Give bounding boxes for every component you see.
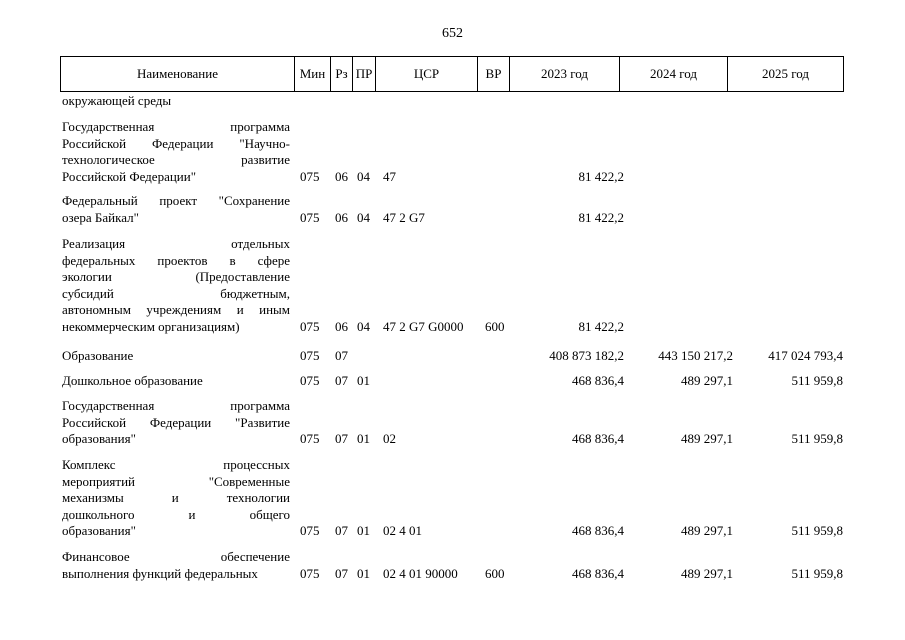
cell-min: 075: [300, 523, 320, 538]
cell-pr: 01: [357, 373, 370, 388]
cell-y2024: 443 150 217,2: [658, 348, 733, 363]
cell-min: 075: [300, 209, 320, 225]
cell-csr: 02: [383, 431, 396, 446]
cell-min: 075: [300, 348, 320, 363]
header-pr: ПР: [353, 57, 376, 92]
header-rz: Рз: [331, 57, 353, 92]
cell-csr: 47 2 G7: [383, 209, 425, 225]
cell-vr: 600: [485, 565, 505, 581]
header-2025: 2025 год: [728, 57, 844, 92]
cell-rz: 06: [335, 209, 348, 225]
row-name-line: Российской Федерации "Научно-: [62, 135, 290, 151]
table-row: [0, 373, 905, 390]
table-row: [0, 549, 905, 582]
cell-rz: 07: [335, 523, 348, 538]
header-2024: 2024 год: [620, 57, 728, 92]
cell-min: 075: [300, 168, 320, 184]
table-row: [0, 398, 905, 448]
header-name: Наименование: [61, 57, 295, 92]
row-name-line: механизмы и технологии: [62, 490, 290, 505]
row-name-line: Государственная программа: [62, 398, 290, 413]
cell-rz: 07: [335, 348, 348, 363]
cell-pr: 01: [357, 431, 370, 446]
cell-csr: 47: [383, 168, 396, 184]
cell-y2025: 511 959,8: [791, 523, 843, 538]
cell-pr: 04: [357, 209, 370, 225]
page-number: 652: [442, 26, 463, 41]
row-name: [62, 457, 290, 540]
row-name-line: Государственная программа: [62, 119, 290, 134]
row-name: [62, 193, 290, 226]
table-row: [0, 119, 905, 185]
cell-y2023: 468 836,4: [572, 523, 624, 538]
row-name-line: Комплекс процессных: [62, 457, 290, 472]
cell-pr: 04: [357, 168, 370, 184]
row-name-line: образования": [62, 523, 136, 538]
cell-y2024: 489 297,1: [681, 373, 733, 388]
row-name: [62, 93, 290, 110]
row-name-line: окружающей среды: [62, 93, 172, 108]
cell-y2024: 489 297,1: [681, 523, 733, 538]
row-name-line: федеральных проектов в сфере: [62, 252, 290, 268]
cell-rz: 07: [335, 431, 348, 446]
row-name-line: образования": [62, 431, 136, 446]
row-name-line: Российской Федерации": [62, 168, 197, 184]
header-min: Мин: [295, 57, 331, 92]
table-row: [0, 193, 905, 226]
row-name-line: Дошкольное образование: [62, 373, 203, 388]
cell-pr: 01: [357, 565, 370, 581]
row-name-line: некоммерческим организациям): [62, 318, 240, 334]
row-name-line: автономным учреждениям и иным: [62, 302, 290, 317]
cell-y2023: 468 836,4: [572, 565, 624, 581]
row-name-line: субсидий бюджетным,: [62, 285, 290, 301]
cell-y2023: 81 422,2: [578, 168, 624, 184]
row-name-line: дошкольного и общего: [62, 506, 290, 522]
table-row: [0, 236, 905, 335]
row-name: [62, 549, 290, 582]
cell-csr: 02 4 01 90000: [383, 565, 458, 581]
cell-rz: 06: [335, 318, 348, 334]
cell-min: 075: [300, 431, 320, 446]
row-name-line: Российской Федерации "Развитие: [62, 414, 290, 430]
row-name: [62, 119, 290, 185]
cell-y2023: 468 836,4: [572, 373, 624, 388]
row-name-line: технологическое развитие: [62, 152, 290, 167]
row-name-line: озера Байкал": [62, 209, 139, 225]
cell-y2023: 408 873 182,2: [549, 348, 624, 363]
cell-y2024: 489 297,1: [681, 431, 733, 446]
cell-y2023: 81 422,2: [578, 209, 624, 225]
cell-rz: 07: [335, 373, 348, 388]
row-name-line: Финансовое обеспечение: [62, 549, 290, 564]
row-name-line: мероприятий "Современные: [62, 473, 290, 489]
cell-y2023: 81 422,2: [578, 318, 624, 334]
cell-rz: 06: [335, 168, 348, 184]
row-name: [62, 236, 290, 335]
cell-y2024: 489 297,1: [681, 565, 733, 581]
header-2023: 2023 год: [510, 57, 620, 92]
cell-pr: 01: [357, 523, 370, 538]
table-row: [0, 348, 905, 365]
row-name: [62, 373, 290, 390]
header-csr: ЦСР: [376, 57, 478, 92]
cell-y2025: 511 959,8: [791, 373, 843, 388]
row-name-line: экологии (Предоставление: [62, 269, 290, 284]
cell-csr: 47 2 G7 G0000: [383, 318, 464, 334]
row-name: [62, 348, 290, 365]
cell-min: 075: [300, 318, 320, 334]
table-row: [0, 93, 905, 110]
cell-rz: 07: [335, 565, 348, 581]
header-vr: ВР: [478, 57, 510, 92]
row-name-line: выполнения функций федеральных: [62, 565, 258, 581]
row-name-line: Реализация отдельных: [62, 236, 290, 251]
row-name: [62, 398, 290, 448]
cell-y2025: 417 024 793,4: [768, 348, 843, 363]
table-row: [0, 457, 905, 540]
cell-min: 075: [300, 565, 320, 581]
cell-csr: 02 4 01: [383, 523, 422, 538]
cell-y2025: 511 959,8: [791, 431, 843, 446]
cell-y2023: 468 836,4: [572, 431, 624, 446]
cell-pr: 04: [357, 318, 370, 334]
row-name-line: Образование: [62, 348, 134, 363]
row-name-line: Федеральный проект "Сохранение: [62, 193, 290, 208]
cell-vr: 600: [485, 318, 505, 334]
cell-min: 075: [300, 373, 320, 388]
cell-y2025: 511 959,8: [791, 565, 843, 581]
